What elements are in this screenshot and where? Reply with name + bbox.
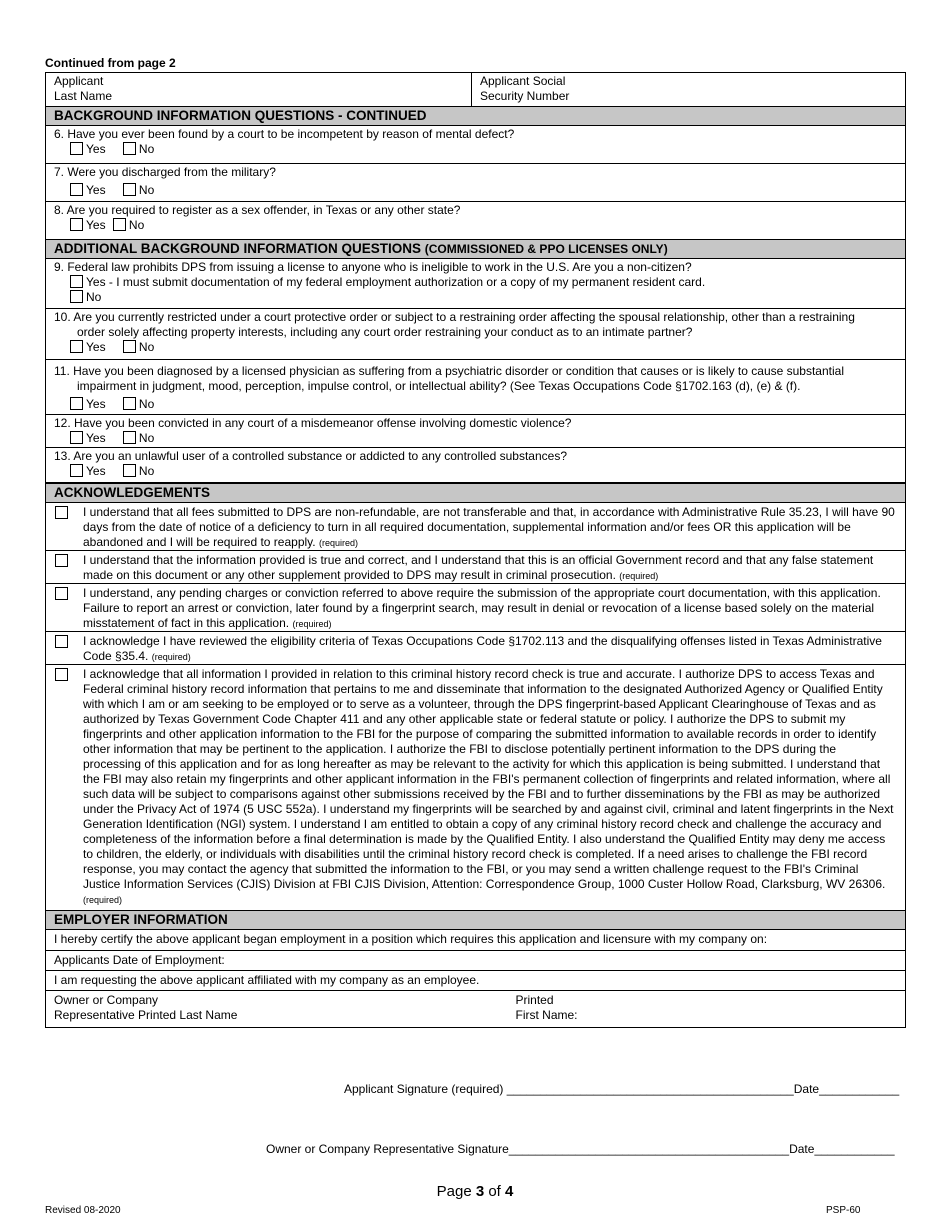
q13-no-checkbox[interactable] xyxy=(123,464,136,477)
acknowledgement-criminal-history: I acknowledge that all information I provided in relation to this criminal history record check is true and accurate. I authorize DPS to access Texas and Federal criminal history record information that pertains to me and disseminate that information to the designated Authorized Agency or Qualified Entity with which I am or am seeking to be employed or to serve as a volunteer, through the DPS fingerprint-based Applicant Clearinghouse of Texas and as authorized by Texas Government Code Chapter 411 and any other applicable state or federal statute or policy. I authorize the DPS to submit my fingerprints and other application information to the FBI for the purpose of comparing the submitted information to available records in order to identify other information that may be pertinent to the application. I authorize the FBI to disclose potentially pertinent information to the DPS during the processing of this application and for as long hereafter as may be relevant to the activity for which this application is being submitted. I understand that the FBI may also retain my fingerprints and other applicant information in the FBI's permanent collection of fingerprints and related information, where all such data will be subject to comparisons against other submissions received by the FBI and to further disseminations by the FBI as may be authorized under the Privacy Act of 1974 (5 USC 552a). I understand my fingerprints will be searched by and against civil, criminal and latent fingerprints in the Next Generation Identification (NGI) system. I understand I am entitled to obtain a copy of any criminal history record check and challenge the accuracy and completeness of the information before a final determination is made by the Qualified Entity. I also understand the Qualified Entity may deny me access to children, the elderly, or individuals with disabilities until the criminal history record check is completed. If a need arises to challenge the FBI record response, you may contact the agency that submitted the information to the FBI, or you may send a written challenge request to the FBI's Criminal Justice Information Services (CJIS) Division at FBI CJIS Division, Attention: Correspondence Group, 1000 Custer Hollow Road, Clarksburg, WV 26306. (required) xyxy=(46,665,905,911)
q6-no-checkbox[interactable] xyxy=(123,142,136,155)
form-page xyxy=(45,55,906,1028)
q7-yes-checkbox[interactable] xyxy=(70,183,83,196)
ack-eligibility-checkbox[interactable] xyxy=(55,635,68,648)
q10-no-checkbox[interactable] xyxy=(123,340,136,353)
q11-yes-checkbox[interactable] xyxy=(70,397,83,410)
owner-first-name-field[interactable]: Printed First Name: xyxy=(515,993,578,1022)
q11-no-checkbox[interactable] xyxy=(123,397,136,410)
question-6: 6. Have you ever been found by a court to be incompetent by reason of mental defect? Yes No xyxy=(46,126,905,164)
question-8: 8. Are you required to register as a sex offender, in Texas or any other state? Yes No xyxy=(46,202,905,240)
question-12: 12. Have you been convicted in any court of a misdemeanor offense involving domestic violence? Yes No xyxy=(46,415,905,448)
acknowledgement-pending-charges: I understand, any pending charges or conviction referred to above require the submission of the appropriate court documentation, with this application. Failure to report an arrest or conviction, later found by a fingerprint search, may result in denial or revocation of a license based solely on the material misstatement of fact in this application. (required) xyxy=(46,584,905,632)
continued-note: Continued from page 2 xyxy=(45,56,176,70)
ack-criminal-history-checkbox[interactable] xyxy=(55,668,68,681)
owner-signature-line[interactable]: Owner or Company Representative Signature__________________________________________Date____________ xyxy=(266,1142,895,1156)
owner-last-name-field[interactable]: Owner or Company Representative Printed Last Name xyxy=(54,993,238,1022)
q6-yes-checkbox[interactable] xyxy=(70,142,83,155)
applicant-row xyxy=(46,73,905,107)
ack-true-correct-checkbox[interactable] xyxy=(55,554,68,567)
q12-yes-checkbox[interactable] xyxy=(70,431,83,444)
ack-pending-charges-checkbox[interactable] xyxy=(55,587,68,600)
employer-requesting: I am requesting the above applicant affiliated with my company as an employee. xyxy=(46,971,905,991)
section-background-title: BACKGROUND INFORMATION QUESTIONS - CONTINUED xyxy=(46,107,905,126)
section-employer-title: EMPLOYER INFORMATION xyxy=(46,911,905,930)
applicant-signature-line[interactable]: Applicant Signature (required) ___________________________________________Date____________ xyxy=(344,1082,900,1096)
acknowledgement-fees: I understand that all fees submitted to DPS are non-refundable, are not transferable and that, in accordance with Administrative Rule 35.23, I will have 90 days from the date of notice of a deficiency to turn in all required documentation, supplemental information and/or fees OR this application will be abandoned and I will be required to reapply. (required) xyxy=(46,503,905,551)
q7-no-checkbox[interactable] xyxy=(123,183,136,196)
question-13: 13. Are you an unlawful user of a controlled substance or addicted to any controlled substances? Yes No xyxy=(46,448,905,483)
q13-yes-checkbox[interactable] xyxy=(70,464,83,477)
q10-yes-checkbox[interactable] xyxy=(70,340,83,353)
acknowledgement-eligibility: I acknowledge I have reviewed the eligibility criteria of Texas Occupations Code §1702.113 and the disqualifying offenses listed in Texas Administrative Code §35.4. (required) xyxy=(46,632,905,665)
question-11: 11. Have you been diagnosed by a licensed physician as suffering from a psychiatric disorder or condition that causes or is likely to cause substantial impairment in judgment, mood, perception, impulse control, or intellectual ability? (See Texas Occupations Code §1702.163 (d), (e) & (f). Yes No xyxy=(46,360,905,415)
question-10: 10. Are you currently restricted under a court protective order or subject to a restraining order affecting the spousal relationship, other than a restraining order solely affecting property interests, including any court order restraining your conduct as to an intimate partner? Yes No xyxy=(46,309,905,360)
question-7: 7. Were you discharged from the military? Yes No xyxy=(46,164,905,202)
revised-date: Revised 08-2020 xyxy=(45,1205,121,1216)
section-acknowledgements-title: ACKNOWLEDGEMENTS xyxy=(46,483,905,503)
q9-no-checkbox[interactable] xyxy=(70,290,83,303)
q9-yes-checkbox[interactable] xyxy=(70,275,83,288)
owner-name-row xyxy=(46,991,905,1027)
employment-date-field[interactable]: Applicants Date of Employment: xyxy=(46,951,905,971)
applicant-last-name-field[interactable]: Applicant Last Name xyxy=(54,74,113,103)
q8-no-checkbox[interactable] xyxy=(113,218,126,231)
page-number: Page 3 of 4 xyxy=(436,1183,514,1200)
form-table xyxy=(45,72,906,1028)
q8-yes-checkbox[interactable] xyxy=(70,218,83,231)
form-number: PSP-60 xyxy=(826,1205,861,1216)
acknowledgement-true-correct: I understand that the information provided is true and correct, and I understand that this is an official Government record and that any false statement made on this document or any other supplement provided to DPS may result in criminal prosecution. (required) xyxy=(46,551,905,584)
applicant-ssn-field[interactable]: Applicant Social Security Number xyxy=(471,73,897,106)
employer-certify: I hereby certify the above applicant began employment in a position which requires this application and licensure with my company on: xyxy=(46,930,905,951)
ack-fees-checkbox[interactable] xyxy=(55,506,68,519)
q12-no-checkbox[interactable] xyxy=(123,431,136,444)
section-additional-title: ADDITIONAL BACKGROUND INFORMATION QUESTIONS (COMMISSIONED & PPO LICENSES ONLY) xyxy=(46,240,905,259)
question-9: 9. Federal law prohibits DPS from issuing a license to anyone who is ineligible to work in the U.S. Are you a non-citizen? Yes - I must submit documentation of my federal employment authorization or a copy of my permanent resident card. No xyxy=(46,259,905,309)
